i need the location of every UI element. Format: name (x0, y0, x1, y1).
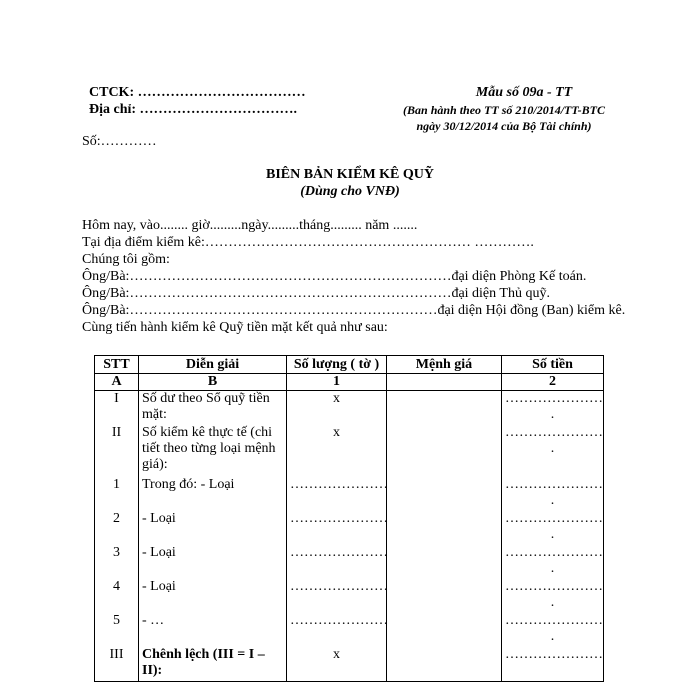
table-row (95, 545, 604, 579)
row-amount: ………………… . (502, 511, 604, 545)
col-header-stt: STT (95, 356, 139, 374)
code-2: 2 (502, 374, 604, 391)
result-intro: Cùng tiến hành kiểm kê Quỹ tiền mặt kết quả như sau: (82, 320, 388, 335)
row-denomination (387, 477, 502, 511)
col-header-denomination: Mệnh giá (387, 356, 502, 374)
table-row (95, 425, 604, 477)
col-header-amount: Số tiền (502, 356, 604, 374)
table-row (95, 579, 604, 613)
row-stt: 2 (95, 511, 139, 545)
row-quantity: x (287, 391, 387, 426)
location-line: Tại địa điểm kiểm kê:………………………………………………… …………. (82, 235, 534, 250)
row-quantity: ………………… (287, 579, 387, 613)
row-amount: ………………… . (502, 545, 604, 579)
code-b: B (139, 374, 287, 391)
code-empty (387, 374, 502, 391)
row-description: - … (139, 613, 287, 647)
table-code-row (95, 374, 604, 391)
row-quantity: ………………… (287, 477, 387, 511)
member-accounting: Ông/Bà:……………………………………………………………đại diện Phòng Kế toán. (82, 269, 587, 284)
row-denomination (387, 425, 502, 477)
row-amount: ………………… . (502, 477, 604, 511)
row-description: Số kiểm kê thực tế (chi tiết theo từng loại mệnh giá): (139, 425, 287, 477)
row-amount: ………………… . (502, 391, 604, 426)
document-subtitle: (Dùng cho VNĐ) (300, 184, 400, 199)
row-amount: ………………… (502, 647, 604, 682)
row-stt: 4 (95, 579, 139, 613)
table-row (95, 647, 604, 682)
code-a: A (95, 374, 139, 391)
row-quantity: ………………… (287, 511, 387, 545)
row-amount: ………………… . (502, 579, 604, 613)
row-amount: ………………… . (502, 425, 604, 477)
table-row (95, 613, 604, 647)
row-stt: 3 (95, 545, 139, 579)
row-quantity: ………………… (287, 613, 387, 647)
form-number: Mẫu số 09a - TT (475, 85, 573, 100)
ctck-line: CTCK: ……………………………… (89, 85, 306, 100)
table-header-row (95, 356, 604, 374)
row-stt: 1 (95, 477, 139, 511)
row-quantity: ………………… (287, 545, 387, 579)
date-line: Hôm nay, vào........ giờ.........ngày.........tháng......... năm ....... (82, 218, 418, 233)
row-stt: I (95, 391, 139, 426)
document-number: Số:………… (82, 134, 157, 149)
row-stt: 5 (95, 613, 139, 647)
row-denomination (387, 391, 502, 426)
row-description: - Loại (139, 545, 287, 579)
row-amount: ………………… . (502, 613, 604, 647)
issued-by-line-1: (Ban hành theo TT số 210/2014/TT-BTC (403, 103, 605, 117)
col-header-description: Diễn giải (139, 356, 287, 374)
row-description: Số dư theo Sổ quỹ tiền mặt: (139, 391, 287, 426)
row-description: - Loại (139, 579, 287, 613)
document-title: BIÊN BẢN KIỂM KÊ QUỸ (265, 167, 435, 182)
row-description: - Loại (139, 511, 287, 545)
row-description: Chênh lệch (III = I – II): (139, 647, 287, 682)
row-quantity: x (287, 647, 387, 682)
table-row (95, 477, 604, 511)
row-description: Trong đó: - Loại (139, 477, 287, 511)
address-line: Địa chỉ: ……………………………. (89, 102, 298, 117)
row-denomination (387, 579, 502, 613)
cash-inventory-table (94, 355, 604, 682)
member-cashier: Ông/Bà:……………………………………………………………đại diện Thủ quỹ. (82, 286, 550, 301)
row-denomination (387, 613, 502, 647)
row-stt: II (95, 425, 139, 477)
row-quantity: x (287, 425, 387, 477)
row-stt: III (95, 647, 139, 682)
col-header-quantity: Số lượng ( tờ ) (287, 356, 387, 374)
code-1: 1 (287, 374, 387, 391)
row-denomination (387, 545, 502, 579)
row-denomination (387, 647, 502, 682)
table-row (95, 511, 604, 545)
table-row (95, 391, 604, 426)
members-heading: Chúng tôi gồm: (82, 252, 170, 267)
member-committee: Ông/Bà:…………………………………………………………đại diện Hội đồng (Ban) kiểm kê. (82, 303, 626, 318)
row-denomination (387, 511, 502, 545)
issued-by-line-2: ngày 30/12/2014 của Bộ Tài chính) (416, 119, 592, 133)
